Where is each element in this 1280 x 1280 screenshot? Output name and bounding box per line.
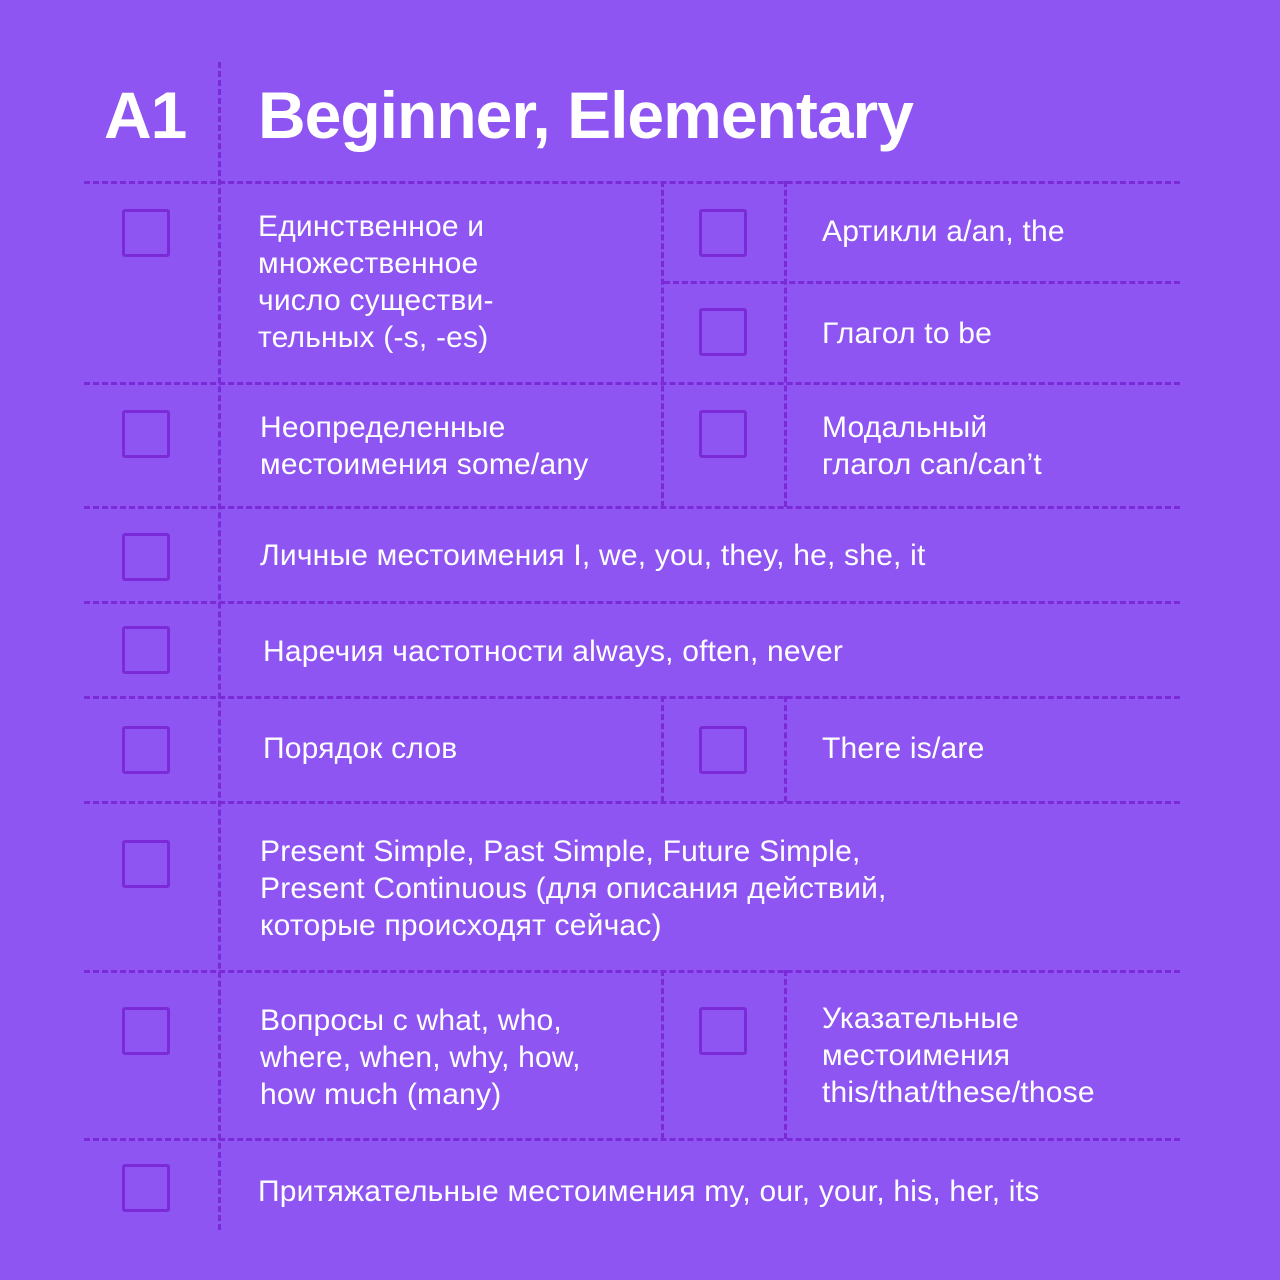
divider bbox=[84, 382, 1180, 385]
checkbox-wh-questions[interactable] bbox=[122, 1007, 170, 1055]
checkbox-possessive-pronouns[interactable] bbox=[122, 1164, 170, 1212]
divider bbox=[84, 970, 1180, 973]
item-label-articles: Артикли a/an, the bbox=[822, 215, 1065, 248]
column-divider bbox=[784, 970, 787, 1139]
checkbox-to-be[interactable] bbox=[699, 308, 747, 356]
item-label-word-order: Порядок слов bbox=[263, 732, 458, 765]
checkbox-indefinite-pronouns[interactable] bbox=[122, 410, 170, 458]
item-label-frequency-adverbs: Наречия частотности always, often, never bbox=[263, 635, 844, 668]
checkbox-frequency-adverbs[interactable] bbox=[122, 626, 170, 674]
checkbox-modal-can[interactable] bbox=[699, 410, 747, 458]
divider bbox=[84, 506, 1180, 509]
item-label-possessive-pronouns: Притяжательные местоимения my, our, your, his, her, its bbox=[258, 1175, 1040, 1208]
item-label-personal-pronouns: Личные местоимения I, we, you, they, he, she, it bbox=[260, 539, 926, 572]
column-divider bbox=[661, 970, 664, 1139]
checkbox-singular-plural[interactable] bbox=[122, 209, 170, 257]
item-label-to-be: Глагол to be bbox=[822, 317, 993, 350]
item-label-demonstrative-pronouns: Указательные местоимения this/that/these/those bbox=[822, 1002, 1095, 1109]
column-divider bbox=[784, 181, 787, 507]
item-label-there-is-are: There is/are bbox=[822, 732, 985, 765]
column-divider bbox=[661, 181, 664, 507]
checkbox-demonstrative-pronouns[interactable] bbox=[699, 1007, 747, 1055]
divider bbox=[84, 181, 1180, 184]
divider bbox=[84, 801, 1180, 804]
item-label-wh-questions: Вопросы с what, who, where, when, why, how, how much (many) bbox=[260, 1004, 581, 1111]
item-label-indefinite-pronouns: Неопределенные местоимения some/any bbox=[260, 411, 589, 481]
checkbox-personal-pronouns[interactable] bbox=[122, 533, 170, 581]
checkbox-word-order[interactable] bbox=[122, 726, 170, 774]
checkbox-there-is-are[interactable] bbox=[699, 726, 747, 774]
level-label: A1 bbox=[104, 78, 187, 152]
divider bbox=[84, 696, 1180, 699]
divider bbox=[84, 601, 1180, 604]
page-title: Beginner, Elementary bbox=[258, 78, 913, 152]
checkbox-tenses[interactable] bbox=[122, 840, 170, 888]
item-label-singular-plural: Единственное и множественное число существи- тельных (-s, -es) bbox=[258, 210, 494, 354]
checkbox-articles[interactable] bbox=[699, 209, 747, 257]
item-label-tenses: Present Simple, Past Simple, Future Simple, Present Continuous (для описания действий, которые происходят сейчас) bbox=[260, 835, 887, 942]
column-divider bbox=[784, 696, 787, 802]
column-divider bbox=[661, 696, 664, 802]
item-label-modal-can: Модальный глагол can/can’t bbox=[822, 411, 1042, 481]
divider bbox=[664, 281, 1180, 284]
column-divider bbox=[218, 62, 221, 1230]
divider bbox=[84, 1138, 1180, 1141]
